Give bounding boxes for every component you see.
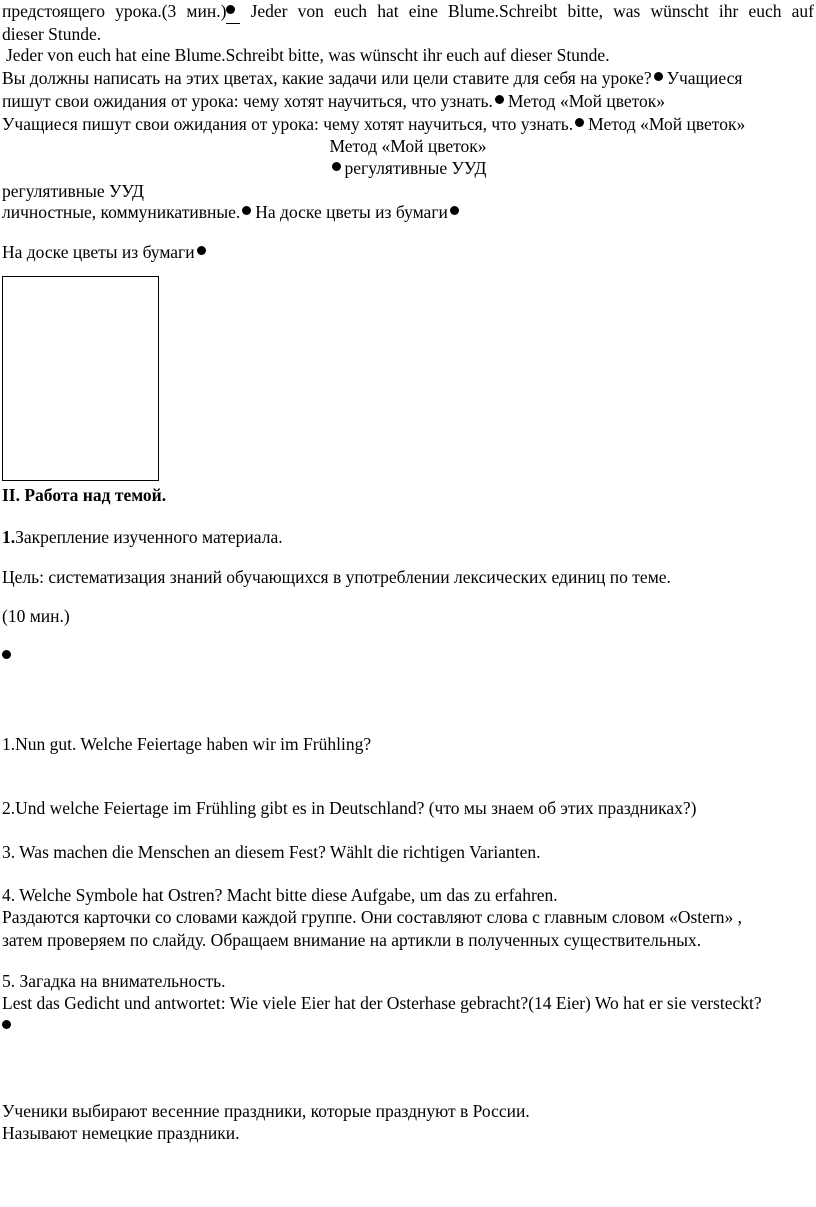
task-number: 1. [2, 527, 16, 547]
bullet-icon [575, 118, 584, 127]
bullet-icon [2, 1020, 11, 1029]
text-line [2, 90, 665, 113]
text-line: затем проверяем по слайду. Обращаем внимание на артикли в полученных существительных. [2, 930, 702, 950]
bullet-icon [2, 650, 11, 659]
text-segment: Учащиеся [666, 68, 743, 88]
text-line: Называют немецкие праздники. [2, 1123, 240, 1143]
text-line: (10 мин.) [2, 606, 70, 626]
text-line [2, 526, 283, 549]
text-line [2, 241, 210, 264]
text-line: Jeder von euch hat eine Blume.Schreibt bitte, was wünscht ihr euch auf dieser Stunde. [6, 45, 610, 65]
text-line [2, 0, 814, 24]
text-segment: Вы должны написать на этих цветах, какие задачи или цели ставите для себя на уроке? [2, 68, 652, 88]
text-line [2, 1015, 15, 1038]
text-line [2, 67, 742, 90]
section-heading: II. Работа над темой. [2, 485, 167, 505]
text-line: dieser Stunde. [2, 24, 102, 44]
bullet-icon [242, 206, 251, 215]
text-line: Lest das Gedicht und antwortet: Wie viele Eier hat der Osterhase gebracht?(14 Eier) Wo hat er sie versteckt? [2, 993, 762, 1013]
text-line [2, 113, 745, 136]
text-line [0, 157, 816, 180]
text-segment: Учащиеся пишут свои ожидания от урока: чему хотят научиться, что узнать. [2, 114, 574, 134]
image-frame [2, 276, 159, 481]
text-line: Ученики выбирают весенние праздники, которые празднуют в России. [2, 1101, 530, 1121]
text-segment: На доске цветы из бумаги [255, 202, 448, 222]
bullet-icon [495, 95, 504, 104]
bullet-icon [226, 0, 240, 24]
task-title: Закрепление изученного материала. [15, 527, 283, 547]
text-line: 4. Welche Symbole hat Ostren? Macht bitte diese Aufgabe, um das zu erfahren. [2, 885, 558, 905]
text-line: Метод «Мой цветок» [329, 136, 487, 156]
text-segment: Метод «Мой цветок» [588, 114, 746, 134]
text-segment: Jeder von euch hat eine Blume.Schreibt bitte, was wünscht ihr euch auf [250, 1, 815, 21]
text-segment: личностные, коммуникативные. [2, 202, 241, 222]
text-segment: предстоящего урока.(3 мин.) [2, 1, 227, 21]
text-line: 2.Und welche Feiertage im Frühling gibt es in Deutschland? (что мы знаем об этих праздниках?) [2, 798, 697, 818]
text-line: регулятивные УУД [2, 181, 144, 201]
text-line: Раздаются карточки со словами каждой группе. Они составляют слова с главным словом «Ostern» , [2, 907, 743, 927]
text-line: 1.Nun gut. Welche Feiertage haben wir im Frühling? [2, 734, 372, 754]
bullet-icon [197, 246, 206, 255]
text-line: 5. Загадка на внимательность. [2, 971, 226, 991]
text-segment: Метод «Мой цветок» [507, 91, 666, 111]
bullet-icon [450, 206, 459, 215]
text-line [2, 201, 463, 224]
text-segment: пишут свои ожидания от урока: чему хотят научиться, что узнать. [2, 91, 493, 111]
text-line: 3. Was machen die Menschen an diesem Fest? Wählt die richtigen Varianten. [2, 842, 541, 862]
text-segment: На доске цветы из бумаги [2, 242, 195, 262]
bullet-icon [654, 72, 663, 81]
text-line: Цель: систематизация знаний обучающихся в употреблении лексических единиц по теме. [2, 567, 671, 587]
text-segment: регулятивные УУД [344, 158, 487, 178]
bullet-icon [332, 162, 341, 171]
text-line [2, 645, 15, 668]
